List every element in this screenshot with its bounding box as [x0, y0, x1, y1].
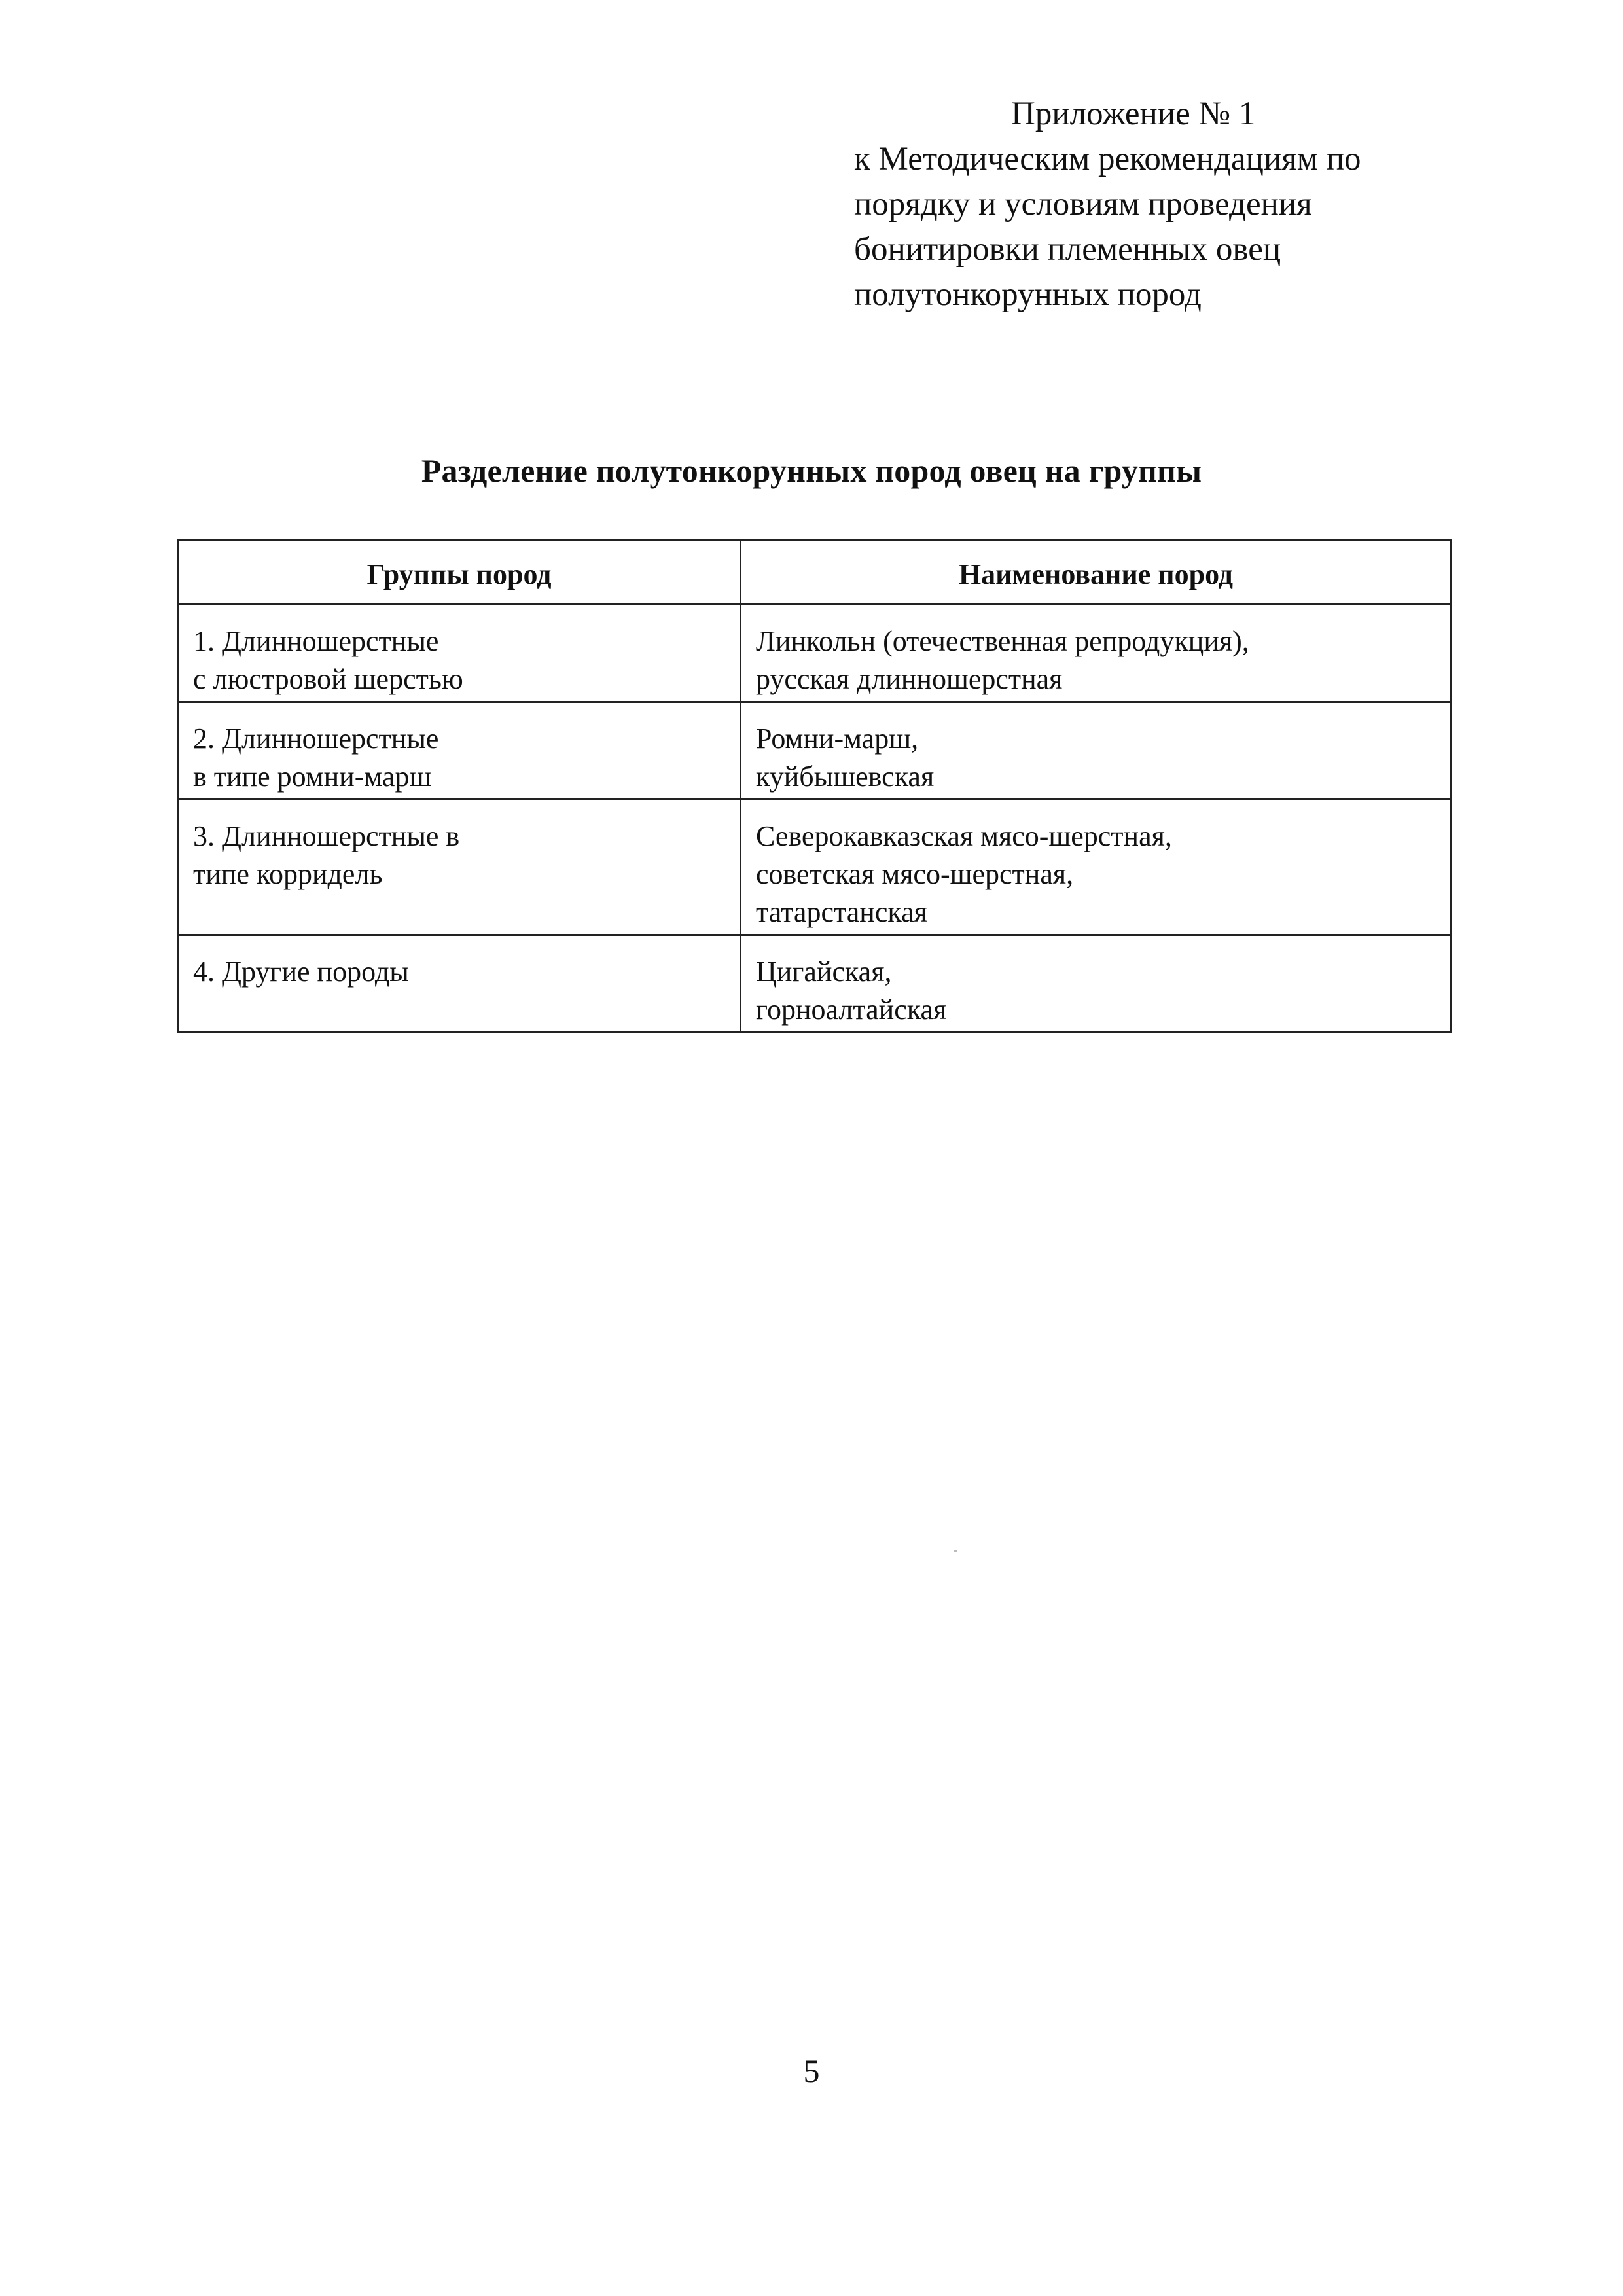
document-title: Разделение полутонкорунных пород овец на группы [421, 452, 1202, 489]
breeds-cell [741, 935, 1452, 1033]
appendix-line: полутонкорунных пород [854, 276, 1202, 313]
breeds-cell [741, 800, 1452, 935]
breed-line: Северокавказская мясо-шерстная, [756, 820, 1172, 852]
header-breed-names: Наименование пород [741, 541, 1452, 605]
appendix-line: порядку и условиям проведения [854, 186, 1312, 223]
group-line: 4. Другие породы [193, 956, 409, 988]
table-row [178, 605, 1452, 702]
group-cell [178, 935, 741, 1033]
appendix-title: Приложение № 1 [1011, 96, 1256, 132]
appendix-line: к Методическим рекомендациям по [854, 141, 1361, 177]
breed-line: советская мясо-шерстная, [756, 858, 1074, 890]
breed-line: Цигайская, [756, 956, 892, 988]
group-cell [178, 702, 741, 800]
breed-line: Ромни-марш, [756, 723, 919, 755]
breeds-cell [741, 702, 1452, 800]
group-line: с люстровой шерстью [193, 663, 463, 695]
appendix-line: бонитировки племенных овец [854, 231, 1281, 268]
breed-line: Линкольн (отечественная репродукция), [756, 625, 1249, 657]
scan-speck [954, 1550, 957, 1552]
breed-line: татарстанская [756, 896, 927, 928]
group-line: 1. Длинношерстные [193, 625, 439, 657]
table-row [178, 935, 1452, 1033]
group-line: в типе ромни-марш [193, 761, 432, 793]
group-cell [178, 605, 741, 702]
breed-line: куйбышевская [756, 761, 935, 793]
breed-line: русская длинношерстная [756, 663, 1063, 695]
group-line: типе корридель [193, 858, 383, 890]
table-header-row [178, 541, 1452, 605]
breed-groups-table [177, 539, 1452, 1033]
table-row [178, 702, 1452, 800]
breeds-cell [741, 605, 1452, 702]
header-breed-groups: Группы пород [178, 541, 741, 605]
group-line: 3. Длинношерстные в [193, 820, 460, 852]
appendix-header [854, 92, 1508, 317]
group-line: 2. Длинношерстные [193, 723, 439, 755]
group-cell [178, 800, 741, 935]
page-number: 5 [803, 2053, 820, 2089]
breed-line: горноалтайская [756, 994, 947, 1026]
table-row [178, 800, 1452, 935]
